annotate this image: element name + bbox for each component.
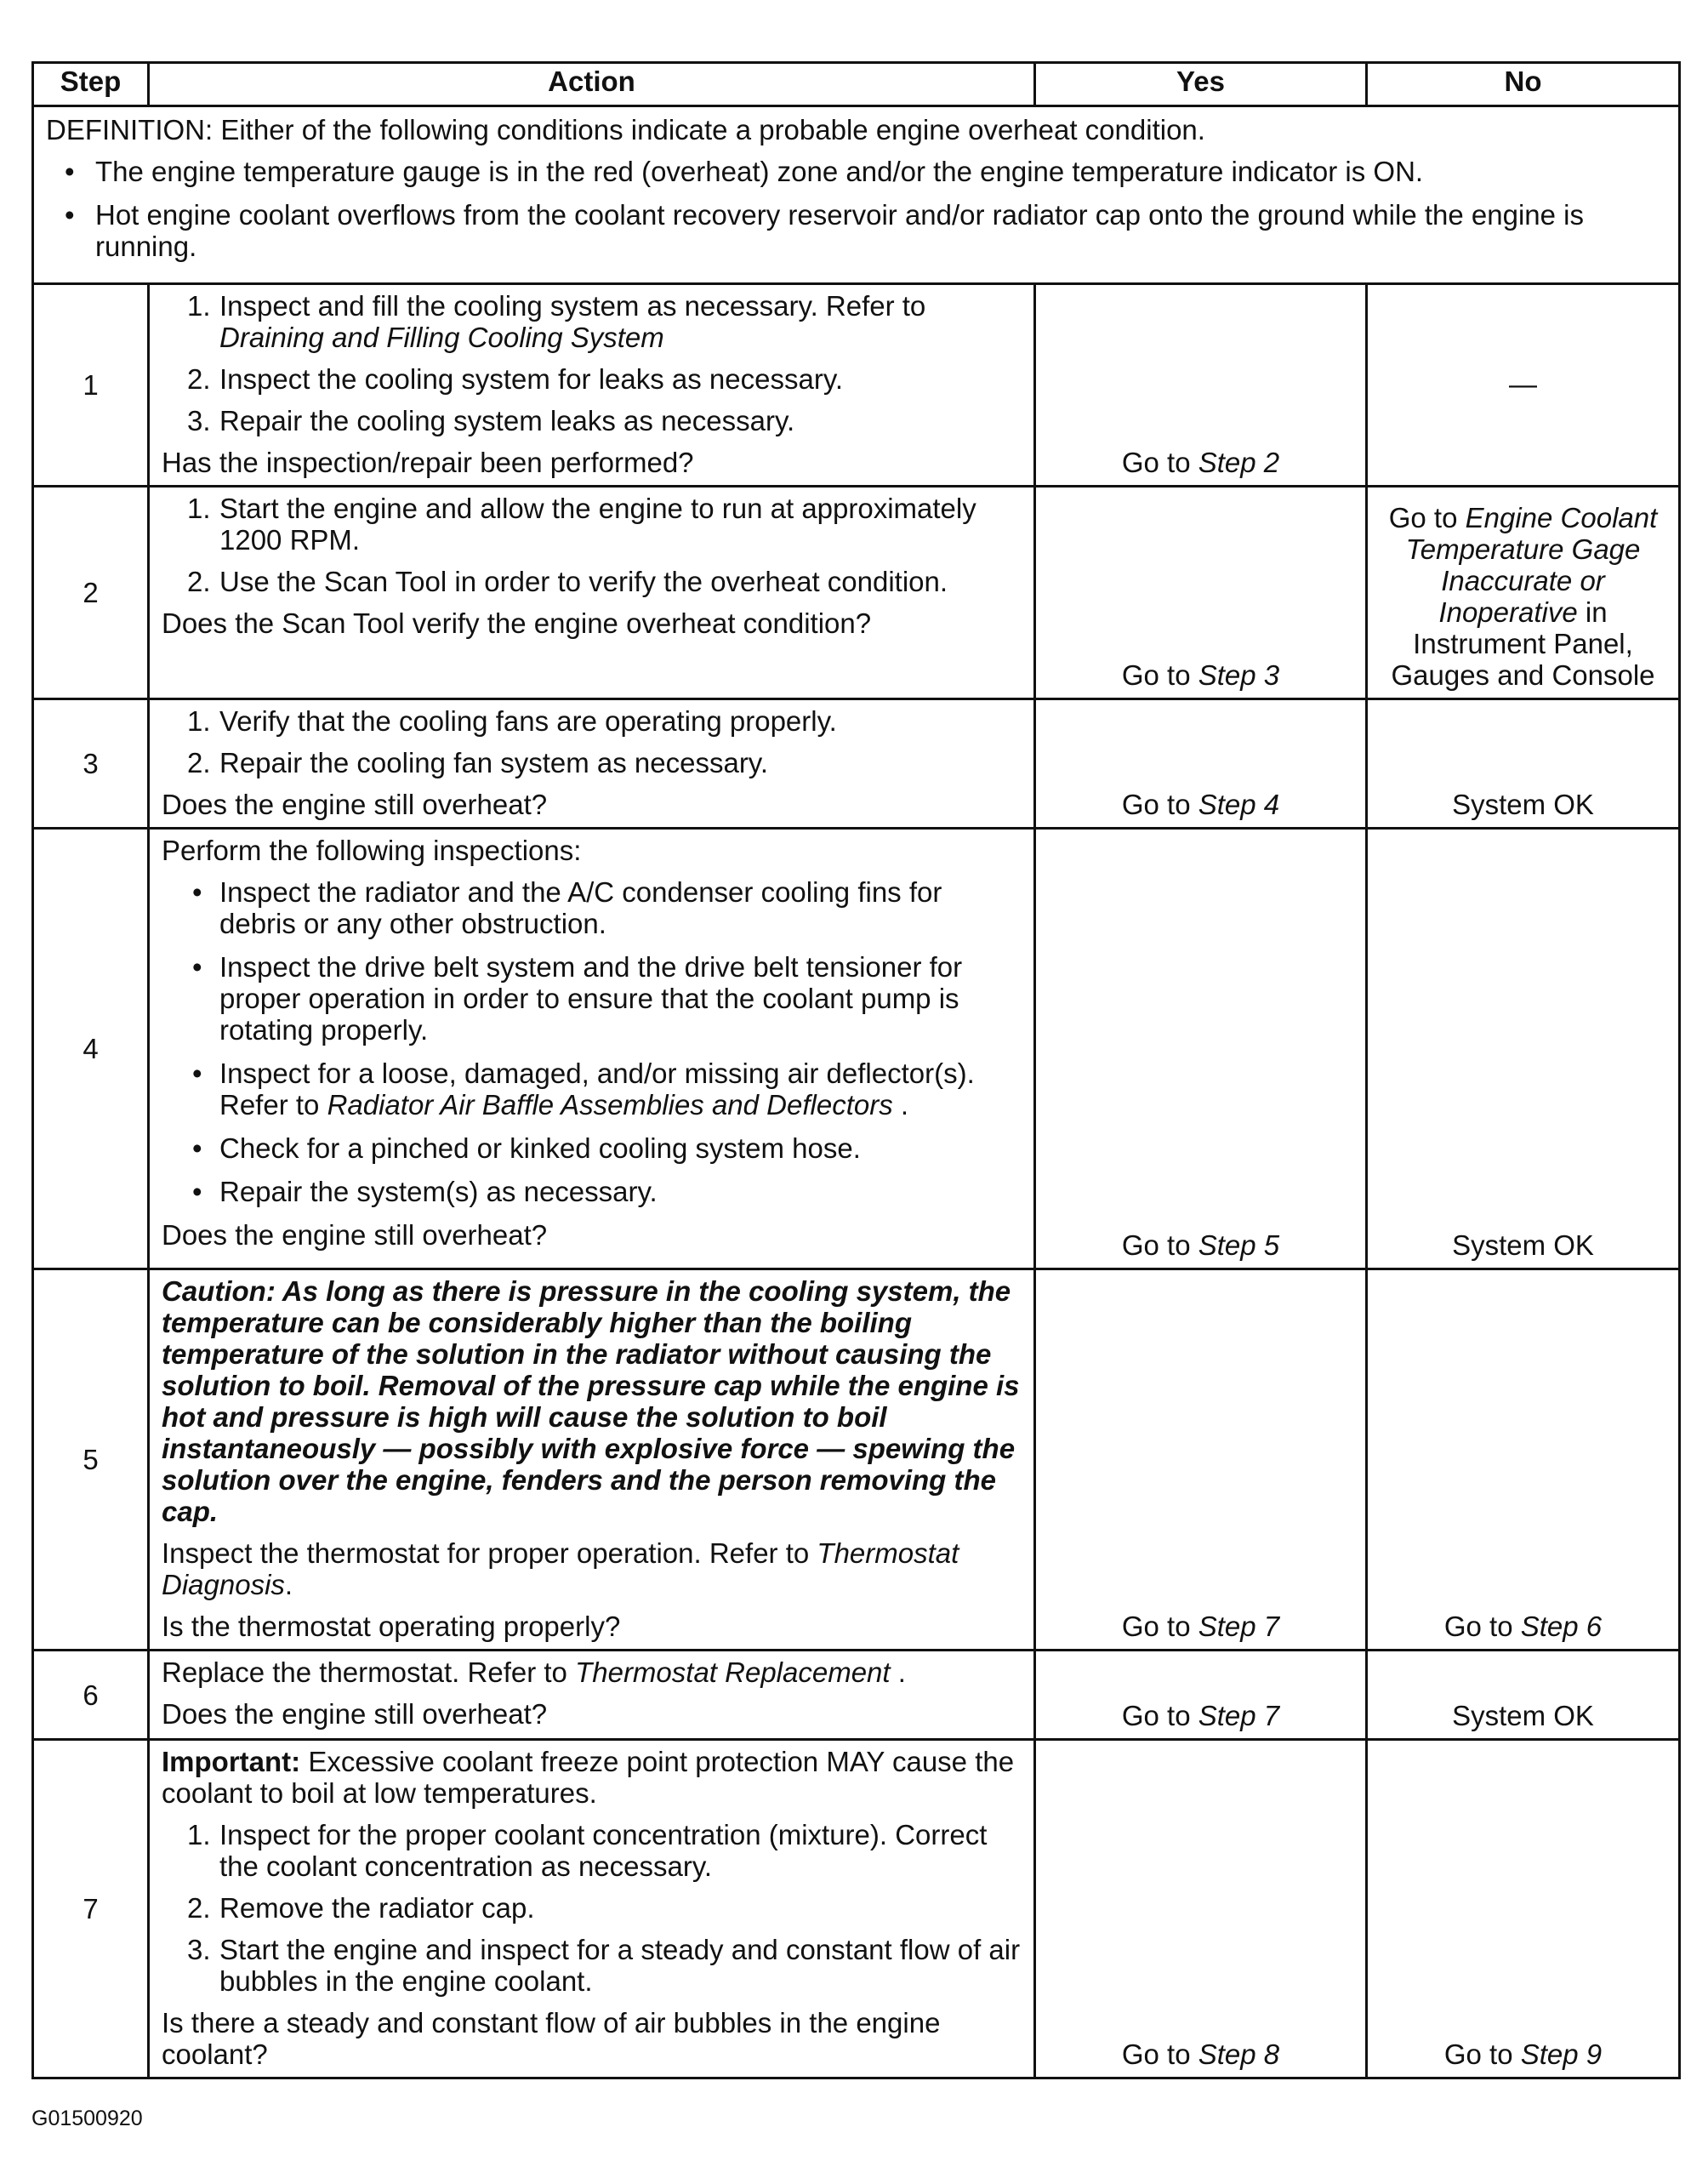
step-reference: Step 5 bbox=[1198, 1229, 1280, 1261]
figure-code: G01500920 bbox=[31, 2107, 143, 2130]
definition-row bbox=[33, 106, 1680, 284]
bullet-icon: • bbox=[192, 1058, 202, 1089]
no-cell: Go to Step 6 bbox=[1367, 1269, 1680, 1651]
action-item: 1. Inspect and fill the cooling system as necessary. Refer to Draining and Filling Cooling System bbox=[187, 290, 926, 353]
header-action: Action bbox=[149, 63, 1035, 106]
step-number: 3 bbox=[33, 699, 149, 829]
yes-cell: Go to Step 8 bbox=[1035, 1740, 1367, 2078]
step-row-2 bbox=[33, 487, 1680, 699]
step-reference: Step 7 bbox=[1198, 1700, 1280, 1731]
step-question: Does the engine still overheat? bbox=[162, 1698, 548, 1730]
action-bullet: • Inspect for a loose, damaged, and/or missing air deflector(s). Refer to Radiator Air Baffle Assemblies and Deflectors . bbox=[192, 1058, 975, 1120]
step-row-1 bbox=[33, 284, 1680, 487]
step-action bbox=[149, 1740, 1035, 2078]
step-reference: Step 6 bbox=[1520, 1611, 1603, 1642]
no-cell: System OK bbox=[1367, 699, 1680, 829]
step-number: 2 bbox=[33, 487, 149, 699]
no-cell: Go to Step 9 bbox=[1367, 1740, 1680, 2078]
step-row-5 bbox=[33, 1269, 1680, 1651]
step-action bbox=[149, 829, 1035, 1269]
step-question: Does the Scan Tool verify the engine overheat condition? bbox=[162, 607, 872, 639]
header-yes: Yes bbox=[1035, 63, 1367, 106]
step-question: Has the inspection/repair been performed? bbox=[162, 447, 694, 478]
diagnostic-table bbox=[31, 61, 1681, 2079]
step-row-6 bbox=[33, 1651, 1680, 1740]
step-number: 1 bbox=[33, 284, 149, 487]
step-action bbox=[149, 487, 1035, 699]
action-item: 2. Inspect the cooling system for leaks as necessary. bbox=[187, 363, 844, 395]
action-item: 1. Inspect for the proper coolant concentration (mixture). Correct the coolant concentration as necessary. bbox=[187, 1819, 988, 1882]
action-bullet: • Inspect the drive belt system and the drive belt tensioner for proper operation in order to ensure that the coolant pump is rotating properly. bbox=[192, 951, 963, 1046]
important-note: Important: Excessive coolant freeze point protection MAY cause the coolant to boil at low temperatures. bbox=[162, 1746, 1015, 1809]
step-action bbox=[149, 1651, 1035, 1740]
header-step: Step bbox=[33, 63, 149, 106]
yes-cell: Go to Step 5 bbox=[1035, 829, 1367, 1269]
no-cell: Go to Engine Coolant Temperature Gage Inaccurate or Inoperative in Instrument Panel, Gauges and Console bbox=[1367, 487, 1680, 699]
action-item: 2. Remove the radiator cap. bbox=[187, 1892, 535, 1924]
header-row bbox=[33, 63, 1680, 106]
yes-cell: Go to Step 2 bbox=[1035, 284, 1367, 487]
step-question: Does the engine still overheat? bbox=[162, 1219, 548, 1251]
step-row-3 bbox=[33, 699, 1680, 829]
action-text: Inspect the thermostat for proper operation. Refer to Thermostat Diagnosis. bbox=[162, 1537, 959, 1600]
definition-cell bbox=[33, 106, 1680, 284]
no-cell: System OK bbox=[1367, 1651, 1680, 1740]
reference-link: Thermostat Diagnosis bbox=[162, 1537, 959, 1600]
step-number: 7 bbox=[33, 1740, 149, 2078]
definition-text: DEFINITION: Either of the following conditions indicate a probable engine overheat condition. bbox=[46, 114, 1205, 145]
caution-text: Caution: As long as there is pressure in the cooling system, the temperature can be considerably higher than the boiling temperature of the solution in the radiator without causing the solution to boil. Removal of the pressure cap while the engine is hot and pressure is high will cause the solution to boil instantaneously — possibly with explosive force — spewing the solution over the engine, fenders and the person removing the cap. bbox=[162, 1275, 1020, 1527]
action-item: 1. Verify that the cooling fans are operating properly. bbox=[187, 705, 837, 737]
step-action bbox=[149, 284, 1035, 487]
yes-cell: Go to Step 7 bbox=[1035, 1269, 1367, 1651]
diagnostic-table-container bbox=[31, 61, 1678, 2079]
reference-link: Thermostat Replacement bbox=[575, 1656, 891, 1688]
action-bullet: • Check for a pinched or kinked cooling system hose. bbox=[192, 1132, 861, 1164]
bullet-icon: • bbox=[192, 951, 202, 983]
step-row-7 bbox=[33, 1740, 1680, 2078]
step-question: Is there a steady and constant flow of air bubbles in the engine coolant? bbox=[162, 2007, 941, 2070]
step-reference: Step 4 bbox=[1198, 789, 1280, 820]
action-item: 2. Use the Scan Tool in order to verify the overheat condition. bbox=[187, 566, 948, 597]
step-number: 4 bbox=[33, 829, 149, 1269]
no-cell: — bbox=[1367, 284, 1680, 487]
important-label: Important: bbox=[162, 1746, 301, 1777]
yes-cell: Go to Step 3 bbox=[1035, 487, 1367, 699]
definition-bullet-2: • Hot engine coolant overflows from the coolant recovery reservoir and/or radiator cap onto the ground while the engine is running. bbox=[65, 199, 1584, 262]
step-reference: Step 2 bbox=[1198, 447, 1280, 478]
no-cell: System OK bbox=[1367, 829, 1680, 1269]
yes-cell: Go to Step 4 bbox=[1035, 699, 1367, 829]
step-reference: Step 8 bbox=[1198, 2038, 1280, 2070]
step-action bbox=[149, 699, 1035, 829]
header-no: No bbox=[1367, 63, 1680, 106]
bullet-icon: • bbox=[65, 199, 75, 231]
step-question: Is the thermostat operating properly? bbox=[162, 1611, 621, 1642]
action-intro: Perform the following inspections: bbox=[162, 835, 582, 866]
action-item: 2. Repair the cooling fan system as necessary. bbox=[187, 747, 769, 778]
action-bullet: • Repair the system(s) as necessary. bbox=[192, 1176, 658, 1207]
yes-cell: Go to Step 7 bbox=[1035, 1651, 1367, 1740]
step-row-4 bbox=[33, 829, 1680, 1269]
step-reference: Step 9 bbox=[1520, 2038, 1603, 2070]
reference-link: Engine Coolant Temperature Gage Inaccurate or Inoperative bbox=[1405, 502, 1658, 628]
definition-bullet-1: • The engine temperature gauge is in the red (overheat) zone and/or the engine temperature indicator is ON. bbox=[65, 156, 1424, 187]
step-action bbox=[149, 1269, 1035, 1651]
step-question: Does the engine still overheat? bbox=[162, 789, 548, 820]
action-item: 1. Start the engine and allow the engine to run at approximately 1200 RPM. bbox=[187, 493, 976, 556]
bullet-icon: • bbox=[192, 1132, 202, 1164]
reference-link: Draining and Filling Cooling System bbox=[219, 322, 664, 353]
action-text: Replace the thermostat. Refer to Thermostat Replacement . bbox=[162, 1656, 906, 1688]
reference-link: Radiator Air Baffle Assemblies and Deflectors bbox=[327, 1089, 893, 1120]
action-item: 3. Repair the cooling system leaks as necessary. bbox=[187, 405, 795, 436]
step-reference: Step 3 bbox=[1198, 659, 1280, 691]
action-item: 3. Start the engine and inspect for a steady and constant flow of air bubbles in the engine coolant. bbox=[187, 1934, 1021, 1997]
bullet-icon: • bbox=[192, 876, 202, 908]
action-bullet: • Inspect the radiator and the A/C condenser cooling fins for debris or any other obstruction. bbox=[192, 876, 942, 939]
step-reference: Step 7 bbox=[1198, 1611, 1280, 1642]
step-number: 5 bbox=[33, 1269, 149, 1651]
bullet-icon: • bbox=[192, 1176, 202, 1207]
bullet-icon: • bbox=[65, 156, 75, 187]
step-number: 6 bbox=[33, 1651, 149, 1740]
